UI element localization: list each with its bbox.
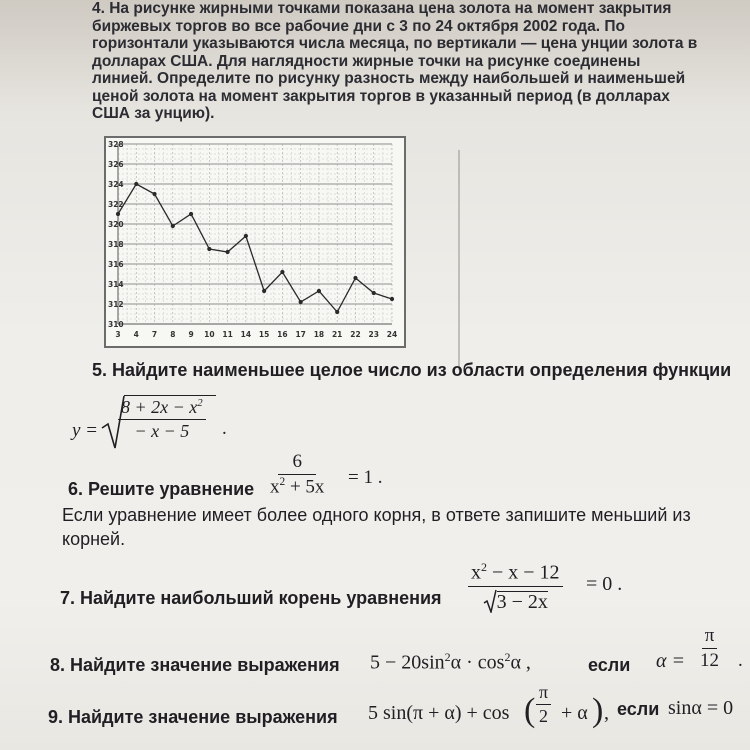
problem-4-text bbox=[92, 0, 697, 123]
problem-8-tail: . bbox=[738, 650, 743, 671]
problem-4-line: США за унцию). bbox=[92, 105, 215, 122]
price-point bbox=[280, 270, 284, 274]
problem-8-frac-num: π bbox=[702, 626, 718, 649]
price-point bbox=[353, 276, 357, 280]
problem-8-expr-c: α , bbox=[510, 651, 531, 674]
problem-9-cond: sinα = 0 bbox=[668, 697, 734, 719]
y-tick-label: 328 bbox=[108, 140, 124, 149]
page-fold-shadow bbox=[458, 150, 460, 370]
problem-5-tail: . bbox=[222, 418, 227, 439]
x-tick-label: 14 bbox=[240, 330, 252, 339]
price-point bbox=[171, 224, 175, 228]
price-point bbox=[262, 289, 266, 293]
problem-8-if: если bbox=[588, 655, 631, 675]
x-tick-label: 21 bbox=[331, 330, 343, 339]
problem-6-den-x: x bbox=[270, 476, 280, 498]
problem-8-expression bbox=[370, 650, 531, 675]
price-point bbox=[116, 212, 120, 216]
problem-5-fraction bbox=[118, 398, 206, 441]
x-tick-label: 23 bbox=[368, 330, 379, 339]
price-point bbox=[207, 247, 211, 251]
price-point bbox=[390, 297, 394, 301]
problem-8-alpha: α = bbox=[656, 650, 685, 672]
x-tick-label: 16 bbox=[277, 330, 288, 339]
price-point bbox=[244, 234, 248, 238]
x-tick-label: 9 bbox=[188, 330, 194, 339]
problem-4-line: долларах США. Для наглядности жирные точки на рисунке соединены bbox=[92, 52, 641, 70]
problem-6-den-sup: 2 bbox=[279, 475, 286, 488]
problem-5-text: 5. Найдите наименьшее целое число из области определения функции bbox=[92, 360, 732, 380]
problem-9-expr-b: + α bbox=[561, 702, 588, 724]
problem-7-num-sup: 2 bbox=[481, 560, 487, 574]
problem-4-line: линией. Определите по рисунку разность между наибольшей и наименьшей bbox=[92, 70, 686, 87]
problem-8-expr-b: α · cos bbox=[450, 651, 505, 674]
problem-8-sup-2: 2 bbox=[504, 650, 511, 664]
problem-9-if: если bbox=[617, 699, 660, 719]
problem-7-num-x: x bbox=[471, 561, 481, 584]
problem-9-text: 9. Найдите значение выражения bbox=[48, 707, 338, 727]
problem-7-fraction bbox=[468, 561, 563, 613]
price-point bbox=[226, 250, 230, 254]
x-tick-label: 15 bbox=[258, 330, 270, 339]
problem-9-fraction bbox=[536, 683, 551, 726]
problem-6-text: 6. Решите уравнение bbox=[68, 479, 255, 499]
problem-6-den-rest: + 5x bbox=[285, 476, 325, 498]
price-point bbox=[317, 289, 321, 293]
price-point bbox=[152, 192, 156, 196]
y-tick-label: 314 bbox=[108, 280, 124, 289]
x-tick-label: 8 bbox=[170, 330, 176, 339]
x-tick-label: 17 bbox=[295, 330, 306, 339]
price-point bbox=[134, 182, 138, 186]
x-tick-label: 3 bbox=[115, 330, 121, 339]
problem-8-sup-1: 2 bbox=[444, 650, 451, 664]
problem-7-num-rest: − x − 12 bbox=[487, 561, 560, 584]
chart-svg bbox=[106, 138, 404, 346]
problem-7-text: 7. Найдите наибольший корень уравнения bbox=[60, 588, 442, 608]
problem-9-tail: , bbox=[604, 702, 609, 724]
gold-price-chart bbox=[104, 136, 406, 348]
y-tick-label: 310 bbox=[108, 320, 124, 329]
problem-7-rhs: = 0 . bbox=[586, 573, 623, 595]
x-tick-label: 11 bbox=[222, 330, 233, 339]
price-point bbox=[335, 310, 339, 314]
problem-8-text: 8. Найдите значение выражения bbox=[50, 655, 340, 675]
problem-6-fraction bbox=[270, 452, 324, 497]
problem-4-line: 4. На рисунке жирными точками показана цена золота на момент закрытия bbox=[92, 0, 672, 17]
problem-4-line: биржевых торгов во все рабочие дни с 3 по 24 октября 2002 года. По bbox=[92, 17, 625, 35]
sqrt-bar bbox=[124, 395, 216, 396]
x-tick-label: 24 bbox=[386, 330, 398, 339]
y-tick-label: 324 bbox=[108, 180, 124, 189]
problem-4-line: горизонтали указываются числа месяца, по вертикали — цена унции золота в bbox=[92, 35, 698, 52]
problem-8-expr-a: 5 − 20sin bbox=[370, 651, 445, 674]
problem-6-numerator: 6 bbox=[278, 452, 316, 475]
y-tick-label: 318 bbox=[108, 240, 124, 249]
problem-5-numerator: 8 + 2x − x bbox=[121, 397, 198, 417]
x-tick-label: 22 bbox=[350, 330, 361, 339]
problem-5-num-sup: 2 bbox=[197, 397, 203, 409]
problem-7-denominator: 3 − 2x bbox=[496, 590, 548, 613]
problem-8-frac-den: 12 bbox=[700, 649, 719, 671]
problem-9-expr-a: 5 sin(π + α) + cos bbox=[368, 702, 510, 724]
x-tick-label: 4 bbox=[133, 330, 139, 339]
problem-6-line-2: Если уравнение имеет более одного корня, в ответе запишите меньший из bbox=[62, 505, 691, 525]
problem-9-paren-open: ( bbox=[524, 692, 536, 729]
problem-9-frac-den: 2 bbox=[539, 705, 549, 726]
problem-9-paren-close: ) bbox=[592, 692, 604, 729]
y-tick-label: 316 bbox=[108, 260, 124, 269]
x-tick-label: 10 bbox=[204, 330, 215, 339]
problem-6-line-3: корней. bbox=[62, 529, 126, 549]
x-tick-label: 7 bbox=[151, 330, 158, 339]
y-tick-label: 326 bbox=[108, 160, 124, 169]
problem-8-fraction bbox=[700, 626, 719, 671]
price-point bbox=[372, 291, 376, 295]
y-tick-label: 322 bbox=[108, 200, 124, 209]
y-tick-label: 312 bbox=[108, 300, 124, 309]
problem-5-denominator: − x − 5 bbox=[134, 420, 190, 441]
problem-5-lhs: y = bbox=[72, 420, 99, 441]
price-point bbox=[299, 300, 303, 304]
problem-9-frac-num: π bbox=[536, 683, 551, 705]
problem-6-rhs: = 1 . bbox=[348, 467, 383, 488]
sqrt-sign-icon bbox=[483, 589, 497, 613]
problem-4-line: ценой золота на момент закрытия торгов в указанный период (в долларах bbox=[92, 87, 670, 105]
price-point bbox=[189, 212, 193, 216]
y-tick-label: 320 bbox=[108, 220, 124, 229]
x-tick-label: 18 bbox=[313, 330, 325, 339]
